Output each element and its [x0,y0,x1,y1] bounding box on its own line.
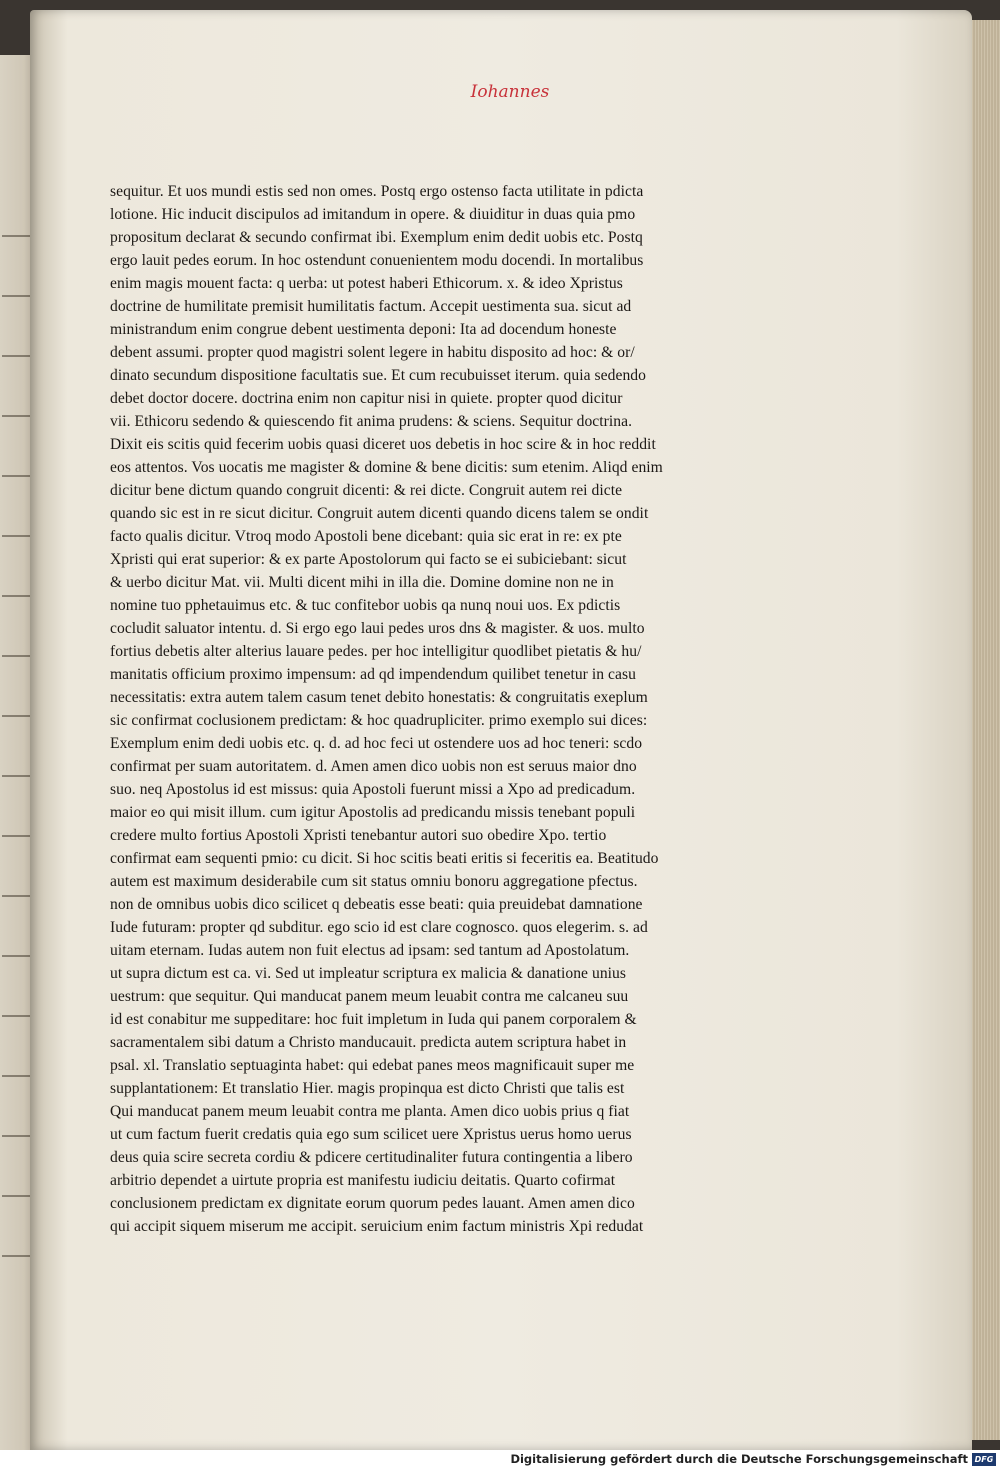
text-line: doctrine de humilitate premisit humilitatis factum. Accepit uestimenta sua. sicut ad [110,298,632,315]
text-line: manitatis officium proximo impensum: ad qd impendendum quilibet tenetur in casu [110,666,636,683]
text-line: & uerbo dicitur Mat. vii. Multi dicent mihi in illa die. Domine domine non ne in [110,574,614,591]
text-line: confirmat per suam autoritatem. d. Amen amen dico uobis non est seruus maior dno [110,758,637,775]
text-line: nomine tuo pphetauimus etc. & tuc confitebor uobis qa nunq noui uos. Ex pdictis [110,597,621,614]
dfg-logo: DFG [972,1453,996,1466]
text-line: Exemplum enim dedi uobis etc. q. d. ad hoc feci ut ostendere uos ad hoc teneri: scdo [110,735,643,752]
text-line: ministrandum enim congrue debent uestimenta deponi: Ita ad docendum honeste [110,321,617,338]
text-line: uitam eternam. Iudas autem non fuit electus ad ipsam: sed tantum ad Apostolatum. [110,942,630,959]
text-line: debet doctor docere. doctrina enim non capitur nisi in quiete. propter quod dicitur [110,390,623,407]
text-line: fortius debetis alter alterius lauare pedes. per hoc intelligitur quodlibet pietatis & hu/ [110,643,642,660]
footer-bar [0,1450,1000,1470]
text-line: maior eo qui misit illum. cum igitur Apostolis ad predicandu missis tenebant populi [110,804,636,821]
text-line: facto qualis dicitur. Vtroq modo Apostoli bene dicebant: quia sic erat in re: ex pte [110,528,622,545]
text-line: vii. Ethicoru sedendo & quiescendo fit anima prudens: & sciens. Sequitur doctrina. [110,413,633,430]
text-line: dicitur bene dictum quando congruit dicenti: & rei dicte. Congruit autem rei dicte [110,482,623,499]
text-line: arbitrio dependet a uirtute propria est manifestu iudiciu deitatis. Quarto cofirmat [110,1172,616,1189]
text-line: ut cum factum fuerit credatis quia ego sum scilicet uere Xpristus uerus homo uerus [110,1126,632,1143]
text-line: enim magis mouent facta: q uerba: ut potest haberi Ethicorum. x. & ideo Xpristus [110,275,623,292]
text-line: conclusionem predictam ex dignitate eorum quorum pedes lauant. Amen amen dico [110,1195,635,1212]
text-line: autem est maximum desiderabile cum sit status omniu bonoru aggregatione pfectus. [110,873,638,890]
text-line: id est conabitur me suppeditare: hoc fuit impletum in Iuda qui panem corporalem & [110,1011,637,1028]
page-stack-edges [968,20,1000,1440]
text-line: propositum declarat & secundo confirmat ibi. Exemplum enim dedit uobis etc. Postq [110,229,643,246]
text-line: sequitur. Et uos mundi estis sed non omes. Postq ergo ostenso facta utilitate in pdicta [110,183,644,200]
text-line: sacramentalem sibi datum a Christo manducauit. predicta autem scriptura habet in [110,1034,627,1051]
text-line: confirmat eam sequenti pmio: cu dicit. Si hoc scitis beati eritis si feceritis ea. Beatitudo [110,850,659,867]
text-line: Dixit eis scitis quid fecerim uobis quasi diceret uos debetis in hoc scire & in hoc reddit [110,436,656,453]
text-line: sic confirmat coclusionem predictam: & hoc quadrupliciter. primo exemplo sui dices: [110,712,648,729]
footer-credit: Digitalisierung gefördert durch die Deutsche Forschungsgemeinschaft [510,1452,968,1466]
text-line: Xpristi qui erat superior: & ex parte Apostolorum qui facto se ei subiciebant: sicut [110,551,627,568]
text-block [110,180,710,1238]
text-line: quando sic est in re sicut dicitur. Congruit autem dicenti quando dicens talem se ondit [110,505,649,522]
text-line: Iude futuram: propter qd subditur. ego scio id est clare cognosco. quos elegerim. s. ad [110,919,648,936]
text-line: Qui manducat panem meum leuabit contra me planta. Amen dico uobis prius q fiat [110,1103,630,1120]
text-line: dinato secundum dispositione facultatis sue. Et cum recubuisset iterum. quia sedendo [110,367,647,384]
text-line: deus quia scire secreta cordiu & pdicere certitudinaliter futura contingentia a libero [110,1149,633,1166]
text-line: debent assumi. propter quod magistri solent legere in habitu disposito ad hoc: & or/ [110,344,635,361]
text-line: ergo lauit pedes eorum. In hoc ostendunt conuenientem modu docendi. In mortalibus [110,252,644,269]
text-line: cocludit saluator intentu. d. Si ergo ego laui pedes uros dns & magister. & uos. multo [110,620,645,637]
running-title: Iohannes [470,82,550,102]
text-line: supplantationem: Et translatio Hier. magis propinqua est dicto Christi que talis est [110,1080,625,1097]
text-line: credere multo fortius Apostoli Xpristi tenebantur autori suo obedire Xpo. tertio [110,827,607,844]
text-line: eos attentos. Vos uocatis me magister & domine & bene dicitis: sum etenim. Aliqd enim [110,459,663,476]
text-line: non de omnibus uobis dico scilicet q debeatis esse beati: quia preuidebat damnatione [110,896,643,913]
text-line: qui accipit siquem miserum me accipit. seruicium enim factum ministris Xpi redudat [110,1218,644,1235]
text-line: psal. xl. Translatio septuaginta habet: qui edebat panes meos magnificauit super me [110,1057,635,1074]
text-line: necessitatis: extra autem talem casum tenet debito honestatis: & congruitatis exeplum [110,689,648,706]
text-line: ut supra dictum est ca. vi. Sed ut impleatur scriptura ex malicia & danatione unius [110,965,627,982]
text-line: suo. neq Apostolus id est missus: quia Apostoli fuerunt missi a Xpo ad predicadum. [110,781,636,798]
text-line: uestrum: que sequitur. Qui manducat panem meum leuabit contra me calcaneu suu [110,988,629,1005]
text-line: lotione. Hic inducit discipulos ad imitandum in opere. & diuiditur in duas quia pmo [110,206,636,223]
